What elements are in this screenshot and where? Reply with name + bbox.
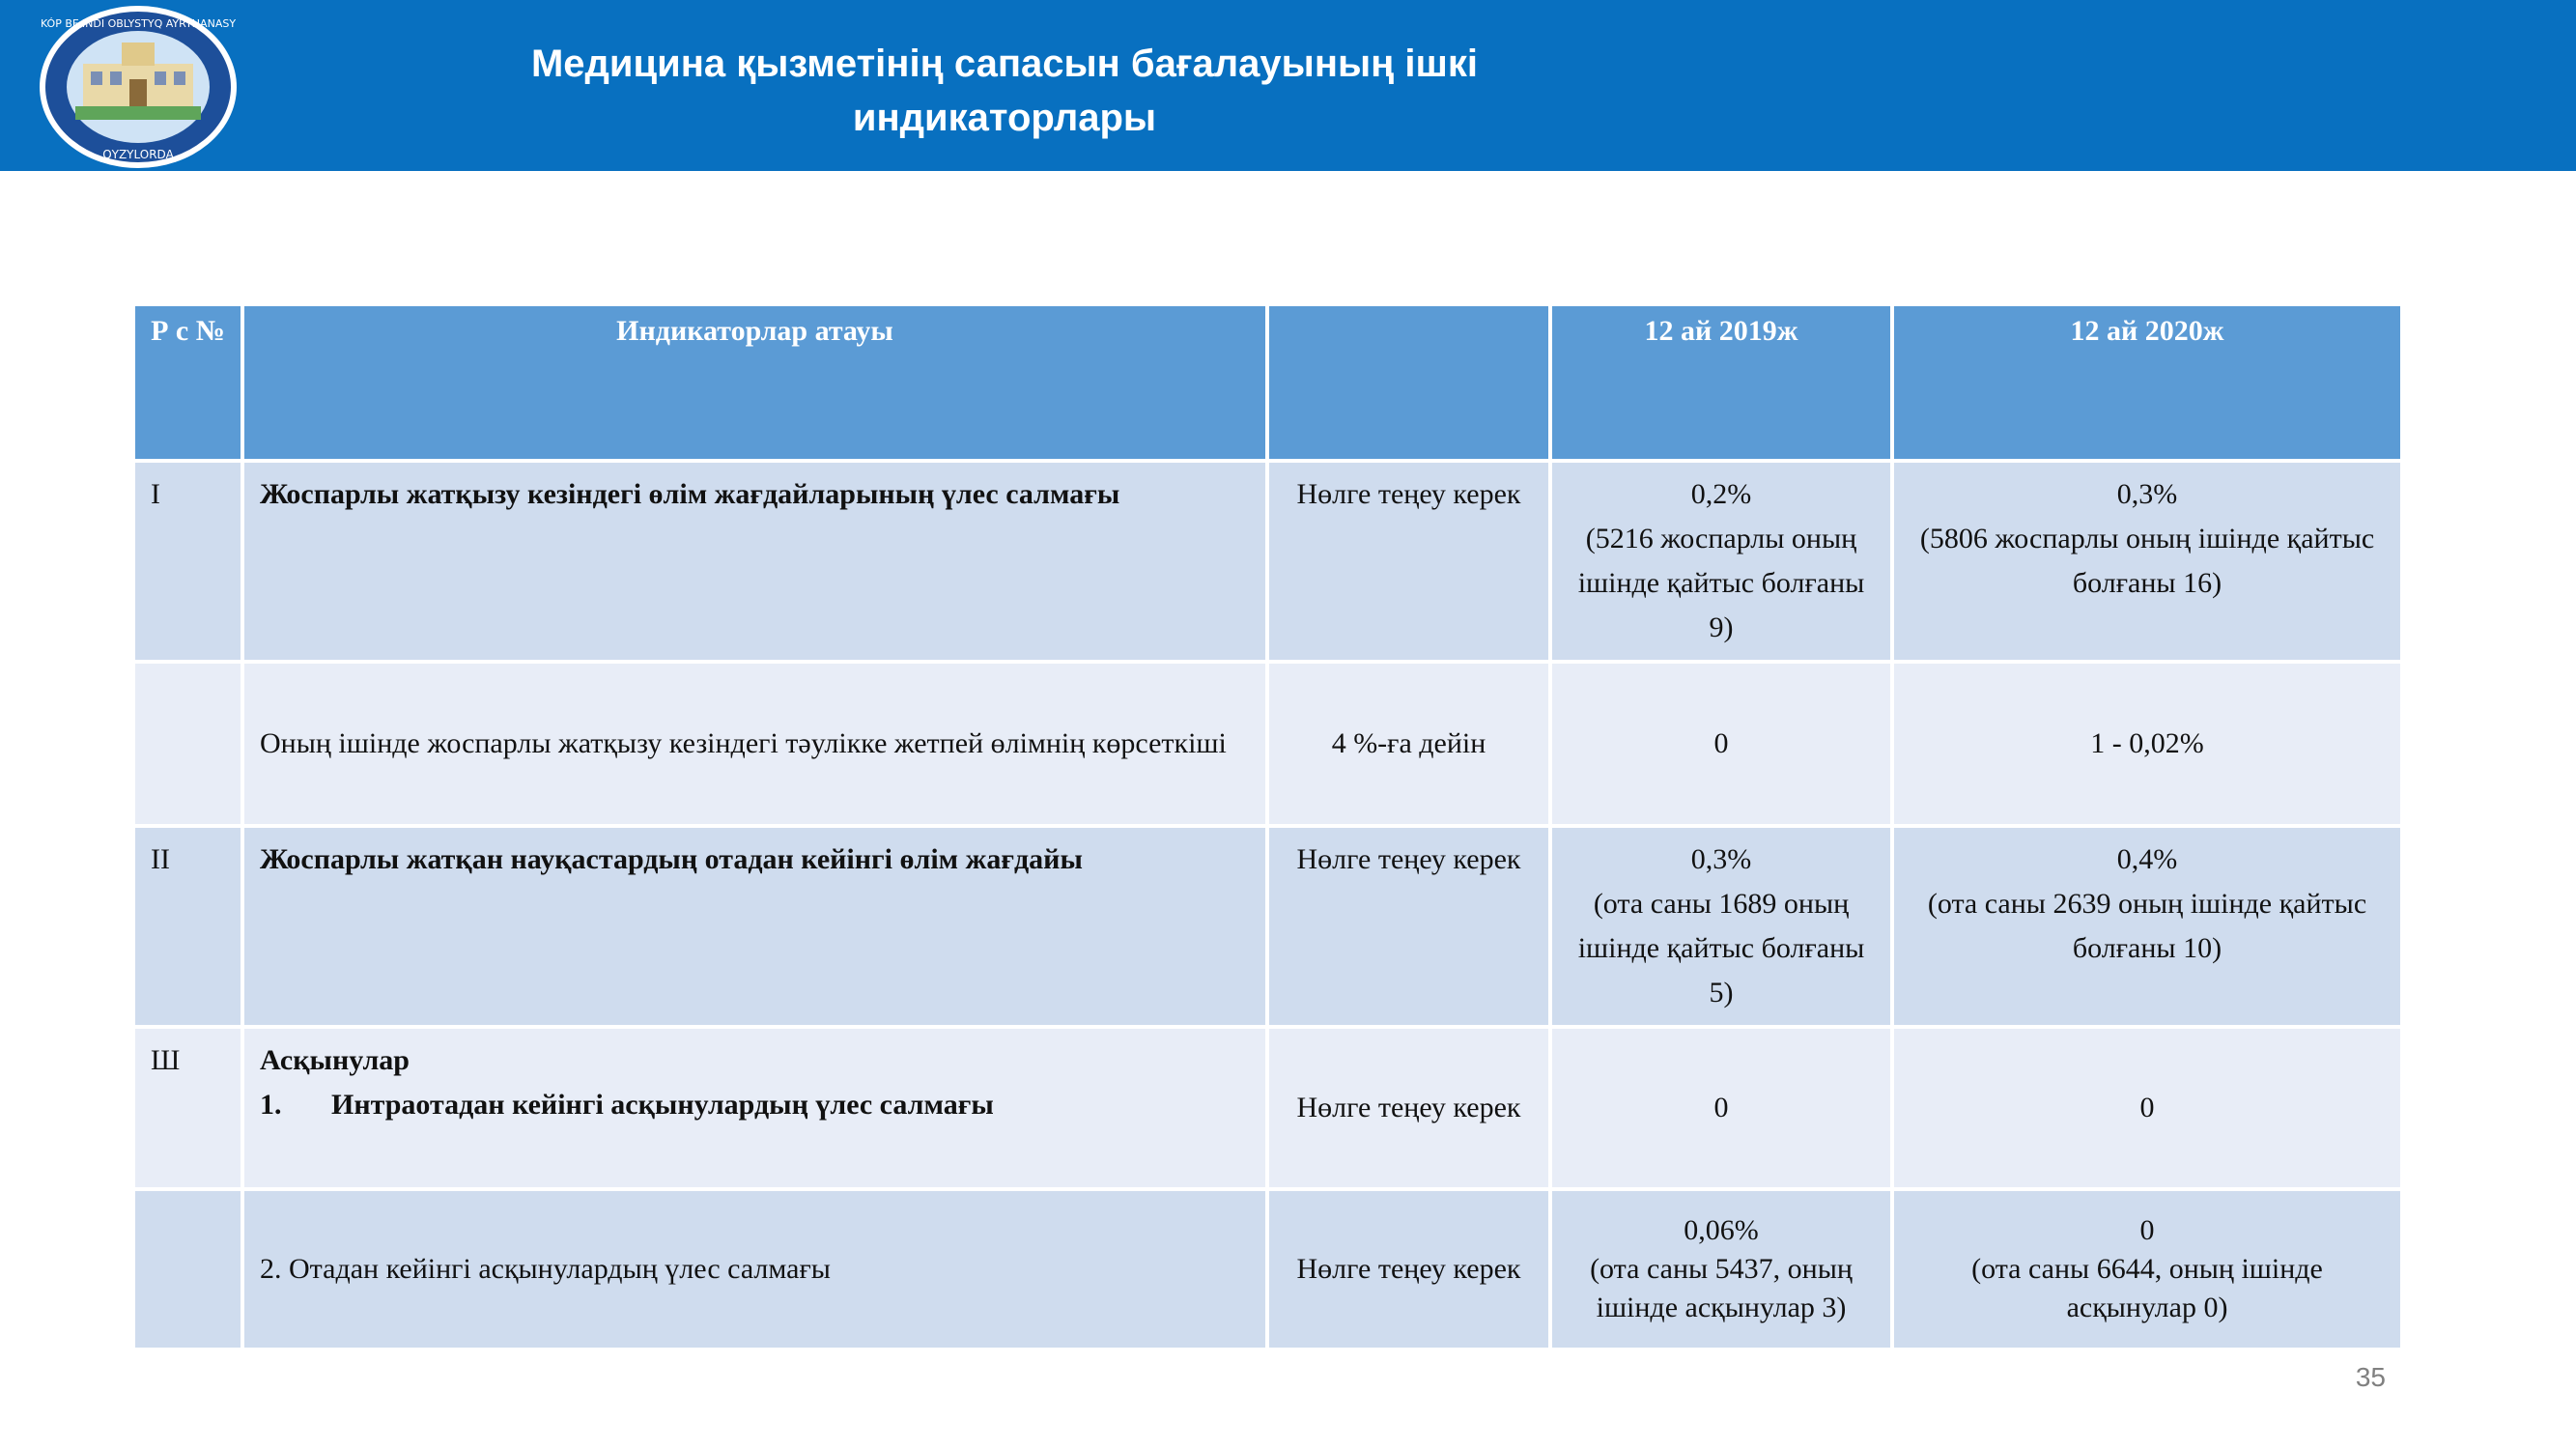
row-number: I <box>133 461 242 662</box>
value-2020: 0,3% (5806 жоспарлы оның ішінде қайтыс болғаны 16) <box>1892 461 2402 662</box>
row-number <box>133 1189 242 1350</box>
indicator-name <box>242 1027 1267 1189</box>
indicator-name: Жоспарлы жатқызу кезіндегі өлім жағдайларының үлес салмағы <box>242 461 1267 662</box>
indicators-table <box>131 302 2404 1351</box>
indicator-name: 2. Отадан кейінгі асқынулардың үлес салмағы <box>242 1189 1267 1350</box>
logo-text-bottom: QYZYLORDA <box>102 148 174 161</box>
section-title: Асқынулар <box>260 1044 410 1076</box>
value-2019: 0,3% (ота саны 1689 оның ішінде қайтыс болғаны 5) <box>1550 826 1892 1027</box>
table-row <box>133 826 2402 1027</box>
indicator-target: Нөлге теңеу керек <box>1267 461 1550 662</box>
value-2019: 0,06% (ота саны 5437, оның ішінде асқынулар 3) <box>1550 1189 1892 1350</box>
table-row <box>133 1027 2402 1189</box>
page-number: 35 <box>2355 1362 2386 1392</box>
indicator-name: Жоспарлы жатқан науқастардың отадан кейінгі өлім жағдайы <box>242 826 1267 1027</box>
row-number <box>133 662 242 826</box>
value-2020: 1 - 0,02% <box>1892 662 2402 826</box>
header-target <box>1267 304 1550 461</box>
item-name: Интраотадан кейінгі асқынулардың үлес салмағы <box>331 1089 994 1121</box>
indicator-target: Нөлге теңеу керек <box>1267 826 1550 1027</box>
header-bar <box>0 0 2576 171</box>
header-indicator-name: Индикаторлар атауы <box>242 304 1267 461</box>
value-2020: 0 <box>1892 1027 2402 1189</box>
value-2019: 0 <box>1550 662 1892 826</box>
item-number: 1. <box>260 1089 282 1121</box>
value-2019: 0,2% (5216 жоспарлы оның ішінде қайтыс болғаны 9) <box>1550 461 1892 662</box>
indicator-target: 4 %-ға дейін <box>1267 662 1550 826</box>
logo-text-top: KÓP BEıINDI OBLYSTYQ AYRYHANASY <box>40 17 237 30</box>
row-number: II <box>133 826 242 1027</box>
table-row <box>133 662 2402 826</box>
header-number: Р с № <box>133 304 242 461</box>
indicator-name: Оның ішінде жоспарлы жатқызу кезіндегі тәулікке жетпей өлімнің көрсеткіші <box>242 662 1267 826</box>
value-2019: 0 <box>1550 1027 1892 1189</box>
table-row <box>133 461 2402 662</box>
header-2020: 12 ай 2020ж <box>1892 304 2402 461</box>
table-header-row <box>133 304 2402 461</box>
row-number: Ш <box>133 1027 242 1189</box>
indicator-target: Нөлге теңеу керек <box>1267 1027 1550 1189</box>
page-title: Медицина қызметінің сапасын бағалауының ішкі индикаторлары <box>530 43 1479 139</box>
header-2019: 12 ай 2019ж <box>1550 304 1892 461</box>
value-2020: 0 (ота саны 6644, оның ішінде асқынулар 0) <box>1892 1189 2402 1350</box>
hospital-logo <box>37 4 240 170</box>
table-row <box>133 1189 2402 1350</box>
value-2020: 0,4% (ота саны 2639 оның ішінде қайтыс болғаны 10) <box>1892 826 2402 1027</box>
indicator-target: Нөлге теңеу керек <box>1267 1189 1550 1350</box>
